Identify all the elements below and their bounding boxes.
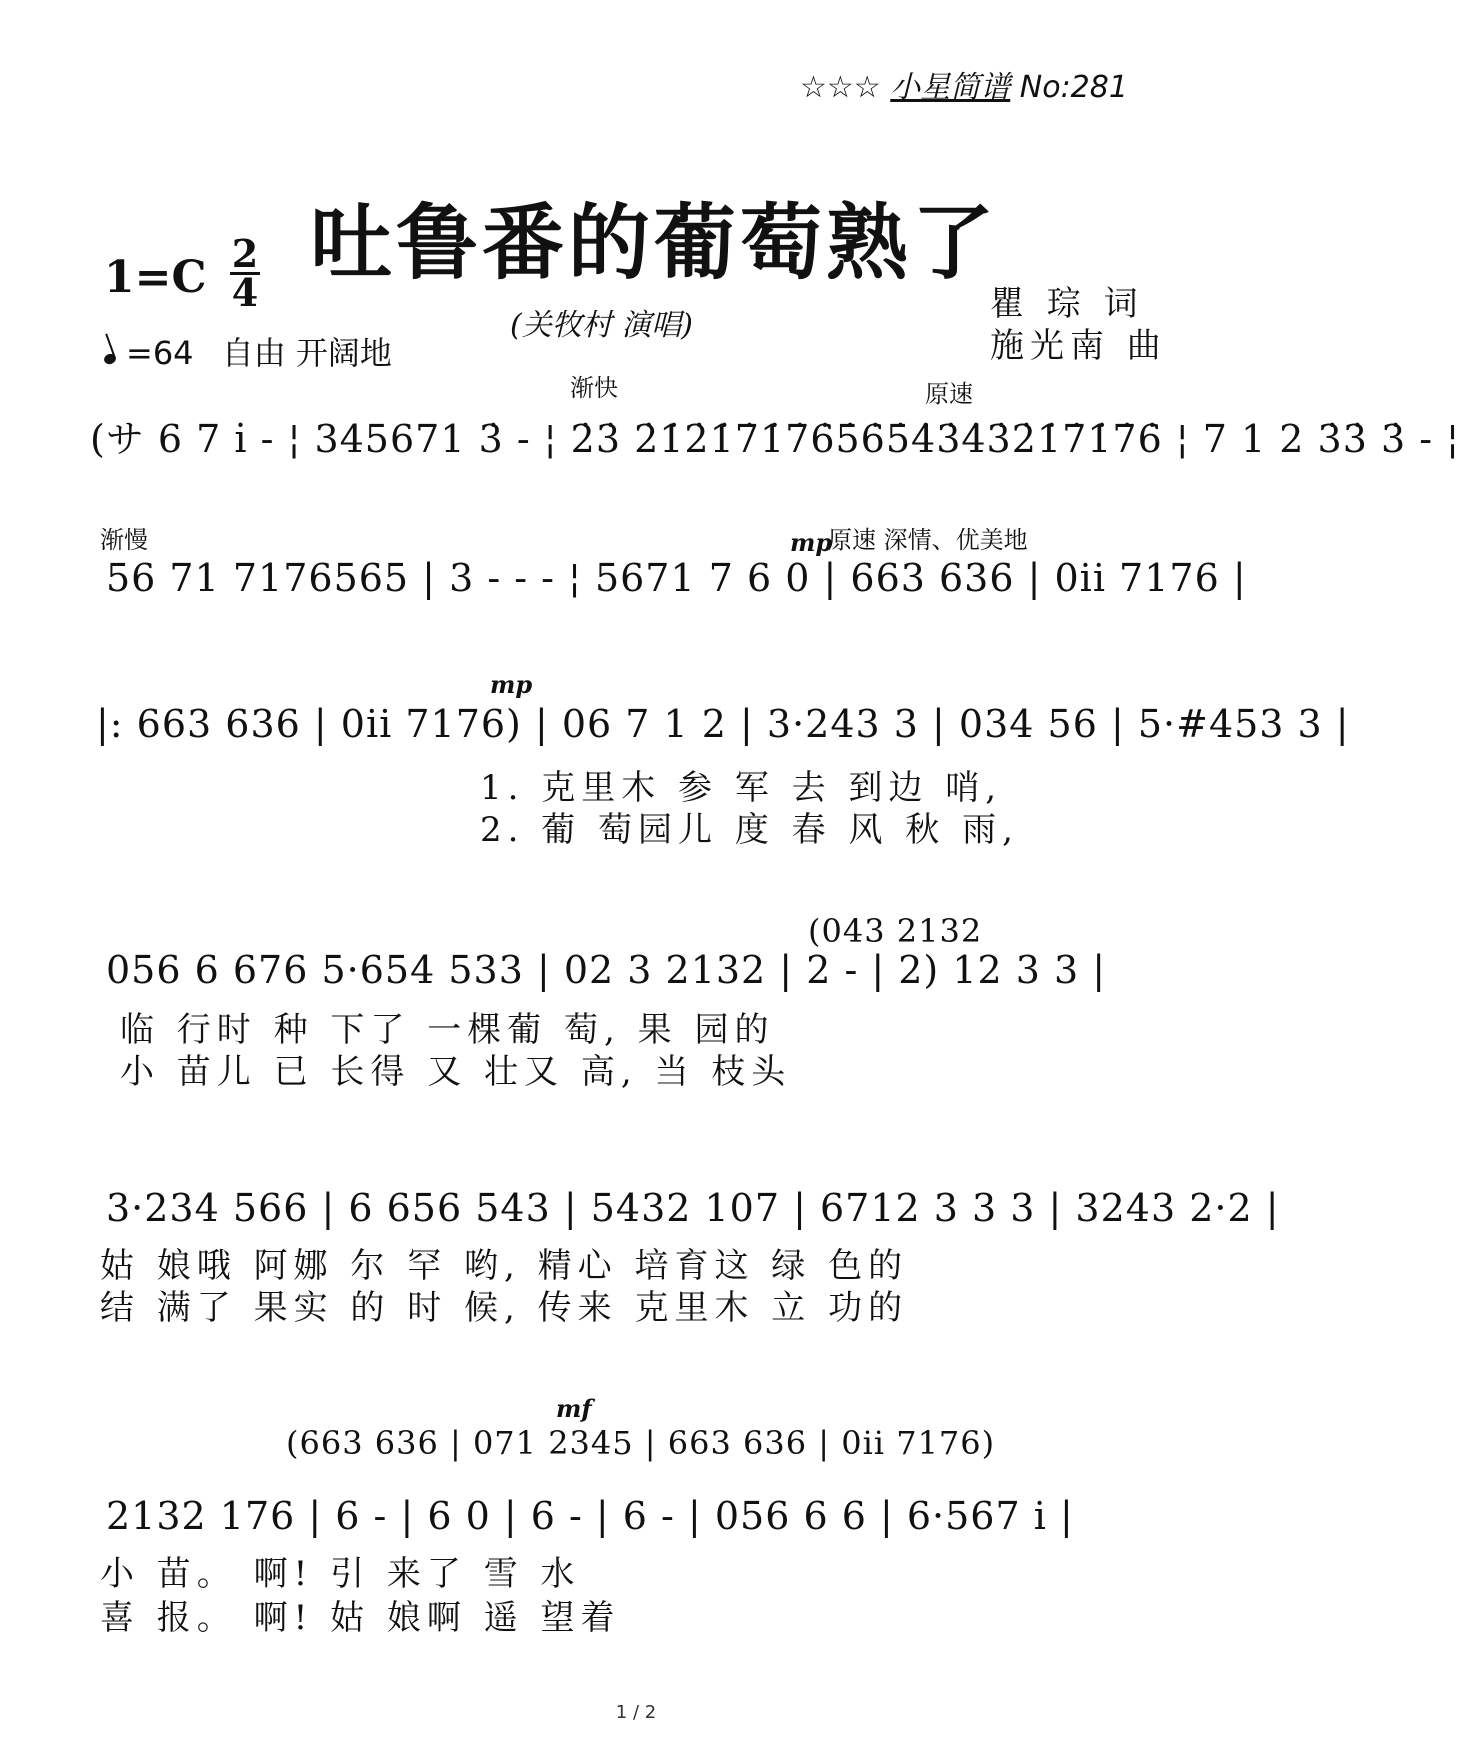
system-5-lyric-2: 结 满了 果实 的 时 候, 传来 克里木 立 功的 — [100, 1288, 909, 1328]
system-4-notes: 056 6 676 5·654 533 | 02 3 2132 | 2 - | 2) 12 3 3 | — [106, 948, 1107, 992]
tempo-marking — [104, 328, 392, 374]
system-2-notes: 56 71 7176565 | 3 - - - ¦ 5671 7 6 0 | 663 636 | 0ii 7176 | — [106, 556, 1247, 600]
time-signature — [230, 231, 260, 315]
lyricist: 瞿 琮 词 — [990, 284, 1144, 324]
accel-mark: 渐快 — [570, 374, 618, 402]
dynamic-mf: mf — [556, 1394, 592, 1423]
system-6-lyric-2: 喜 报。 啊! 姑 娘啊 遥 望着 — [100, 1598, 621, 1638]
time-bottom: 4 — [231, 270, 259, 315]
dynamic-mp-2: mp — [490, 670, 533, 699]
a-tempo-mark: 原速 — [925, 380, 973, 408]
site-name[interactable]: 小星简谱 — [890, 70, 1011, 105]
rit-mark: 渐慢 — [100, 526, 148, 554]
a-tempo-expression: 原速 深情、优美地 — [828, 526, 1028, 554]
system-4-upper: (043 2132 — [808, 912, 983, 950]
site-header — [800, 62, 1128, 106]
system-6-upper: (663 636 | 071 2345 | 663 636 | 0ii 7176) — [286, 1424, 996, 1462]
system-5-lyric-1: 姑 娘哦 阿娜 尔 罕 哟, 精心 培育这 绿 色的 — [100, 1246, 909, 1286]
page-number: 1 / 2 — [615, 1702, 657, 1723]
system-6-lyric-1: 小 苗。 啊! 引 来了 雪 水 — [100, 1554, 581, 1594]
expression: 自由 开阔地 — [221, 334, 392, 372]
time-top: 2 — [231, 231, 259, 276]
system-4-lyric-1: 临 行时 种 下了 一棵葡 萄, 果 园的 — [120, 1010, 775, 1050]
system-3-notes: |: 663 636 | 0ii 7176) | 06 7 1 2 | 3·243 3 | 034 56 | 5·#453 3 | — [96, 702, 1350, 746]
system-4-lyric-2: 小 苗儿 已 长得 又 壮又 高, 当 枝头 — [120, 1052, 792, 1092]
system-5-notes: 3·234 566 | 6 656 543 | 5432 107 | 6712 3 3 3 | 3243 2·2 | — [106, 1186, 1280, 1230]
song-title: 吐鲁番的葡萄熟了 — [310, 195, 999, 291]
performer: (关牧村 演唱) — [510, 308, 693, 343]
score-number: No:281 — [1019, 70, 1128, 105]
system-6-notes: 2132 176 | 6 - | 6 0 | 6 - | 6 - | 056 6 6 | 6·567 i | — [106, 1494, 1074, 1538]
stars-icon: ☆☆☆ — [800, 70, 881, 105]
dynamic-mp: mp — [790, 528, 833, 557]
composer: 施光南 曲 — [990, 326, 1167, 366]
key-signature: 1=C — [104, 252, 207, 303]
tempo-value: =64 — [126, 334, 194, 372]
system-1-notes: (サ 6 7 i̇ - ¦ 345671 3̇ - ¦ 2̇3̇ 2̇1̇2̇1̇7̇1̇7̇6̇5̇6̇5̇4̇3̇4̇3̇2̇1̇7̇1̇7̇6̇ ¦ 7 1 2 3̇3̇ 3̇ - ¦ — [90, 417, 1460, 461]
quarter-note-icon — [103, 352, 118, 366]
system-3-lyric-1: 1. 克里木 参 军 去 到边 哨, — [480, 768, 1003, 808]
system-3-lyric-2: 2. 葡 萄园儿 度 春 风 秋 雨, — [480, 810, 1019, 850]
